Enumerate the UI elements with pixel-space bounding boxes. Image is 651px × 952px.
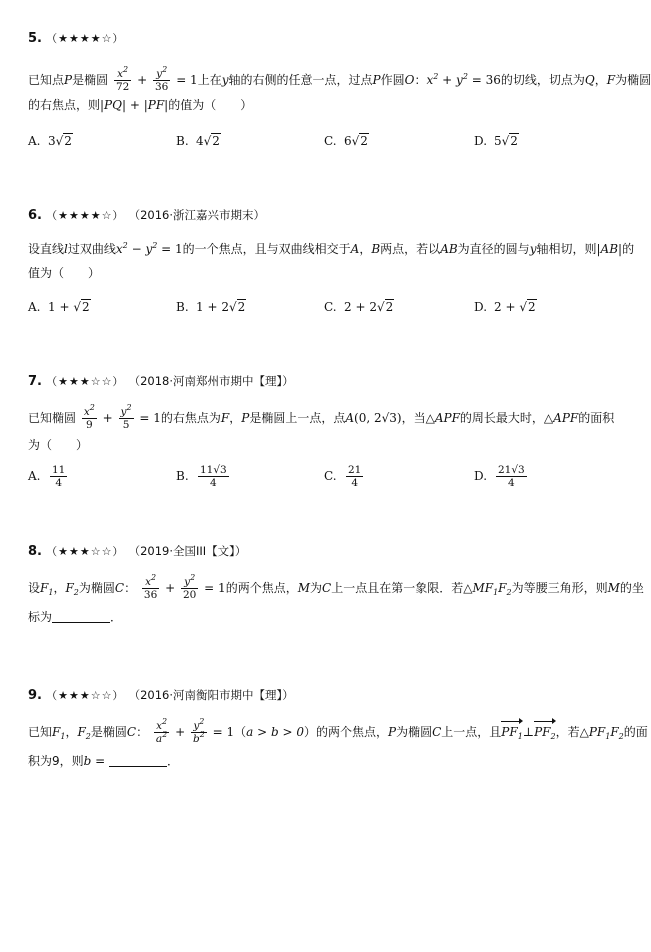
question-6 (28, 206, 635, 314)
question-number: 7. (28, 374, 42, 389)
question-header (28, 206, 624, 225)
option-c[interactable]: C. 2 + 2√2 (324, 300, 394, 314)
option-c[interactable]: C. 6√2 (324, 134, 368, 148)
option-d[interactable]: D. 2 + √2 (474, 300, 536, 314)
answer-options (28, 134, 628, 154)
question-header (28, 542, 624, 561)
question-source: （2016·河南衡阳市期中【理】） (128, 688, 294, 702)
question-9 (28, 686, 648, 768)
question-stem: 已知椭圆 $\frac{x^2}{9}$ + $\frac{y^2}{5}$ = 1的右焦点为F，P是椭圆上一点，点A(0, 2√3)，当△APF的周长最大时，△APF的面积 为（ ） (28, 403, 615, 452)
question-number: 6. (28, 208, 42, 223)
answer-options (28, 460, 628, 492)
question-header (28, 30, 624, 48)
question-stem: 设直线l过双曲线$x^2 - y^2 = 1$的一个焦点，且与双曲线相交于A，B两点，若以AB为直径的圆与y轴相切，则|AB|的 值为（ ） (28, 241, 635, 280)
question-7 (28, 372, 624, 489)
question-number: 9. (28, 688, 42, 703)
difficulty-stars: （★★★☆☆） (46, 375, 125, 388)
question-stem: 已知点P是椭圆 $\frac{x^2}{72}$ + $\frac{y^2}{36}$ = 1上在y轴的右侧的任意一点，过点P作圆O：$x^2 + y^2 = 36$的切线，切点为Q，F为椭圆 的右焦点，则|PQ| + |PF|的值为（ ） (28, 65, 651, 112)
option-b[interactable]: B. 4√2 (176, 134, 220, 148)
question-source: （2016·浙江嘉兴市期末） (128, 208, 265, 222)
difficulty-stars: （★★★★☆） (46, 209, 125, 222)
answer-blank[interactable] (109, 754, 167, 767)
question-stem: 已知$F_1$，$F_2$是椭圆C： $\frac{x^2}{a^2}$ + $\frac{y^2}{b^2}$ = 1（a > b > 0）的两个焦点，P为椭圆C上一点，且$PF_1\perp PF_2$，若$\triangle PF_1F_2$的面 积为9，则b = ． (28, 717, 648, 768)
option-d[interactable]: D. $\frac{21√3}{4}$ (474, 464, 525, 489)
question-source: （2018·河南郑州市期中【理】） (128, 374, 294, 388)
question-number: 5. (28, 31, 42, 46)
question-5 (28, 30, 651, 148)
question-8 (28, 542, 644, 624)
difficulty-stars: （★★★★☆） (46, 32, 125, 45)
answer-blank[interactable] (52, 610, 110, 623)
difficulty-stars: （★★★☆☆） (46, 545, 125, 558)
option-a[interactable]: A. 3√2 (28, 134, 72, 148)
question-header (28, 686, 624, 705)
difficulty-stars: （★★★☆☆） (46, 689, 125, 702)
option-c[interactable]: C. $\frac{21}{4}$ (324, 464, 362, 489)
option-b[interactable]: B. $\frac{11√3}{4}$ (176, 464, 227, 489)
question-number: 8. (28, 544, 42, 559)
option-a[interactable]: A. $\frac{11}{4}$ (28, 464, 66, 489)
question-source: （2019·全国III【文】） (128, 544, 247, 558)
question-header (28, 372, 624, 391)
option-b[interactable]: B. 1 + 2√2 (176, 300, 246, 314)
option-d[interactable]: D. 5√2 (474, 134, 518, 148)
option-a[interactable]: A. 1 + √2 (28, 300, 90, 314)
question-stem: 设$F_1$，$F_2$为椭圆C： $\frac{x^2}{36}$ + $\frac{y^2}{20}$ = 1的两个焦点，M为C上一点且在第一象限．若$\triangle MF_1F_2$为等腰三角形，则M的坐 标为 ． (28, 573, 644, 624)
answer-options (28, 300, 628, 320)
